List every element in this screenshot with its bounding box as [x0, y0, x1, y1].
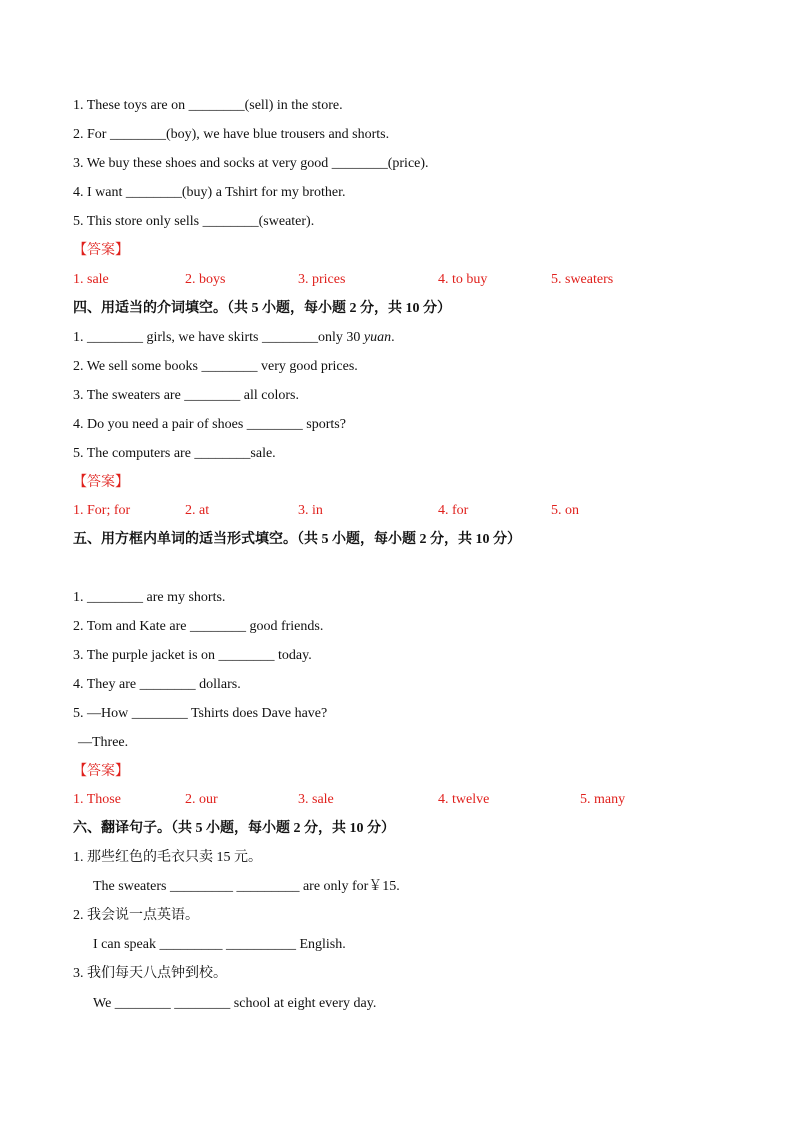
answer-item: 5. on [551, 503, 579, 518]
exercise-item: 3. 我们每天八点钟到校。 [73, 966, 227, 981]
exercise-item: 1. ________ are my shorts. [73, 590, 226, 605]
answer-label: 【答案】 [73, 243, 129, 258]
exercise-item: 4. Do you need a pair of shoes ________ sports? [73, 417, 346, 432]
exercise-item: 2. We sell some books ________ very good prices. [73, 359, 358, 374]
answer-item: 4. to buy [438, 272, 488, 287]
item-text: . [391, 330, 395, 345]
answer-item: 3. in [298, 503, 323, 518]
answer-label: 【答案】 [73, 764, 129, 779]
exercise-item: 1. 那些红色的毛衣只卖 15 元。 [73, 850, 262, 865]
answer-item: 4. twelve [438, 792, 490, 807]
exercise-item: 4. I want ________(buy) a Tshirt for my brother. [73, 185, 346, 200]
exercise-item: 5. The computers are ________sale. [73, 446, 276, 461]
exercise-item: 1. These toys are on ________(sell) in the store. [73, 98, 343, 113]
answer-item: 2. at [185, 503, 210, 518]
section-heading: 六、翻译句子。（共 5 小题，每小题 2 分，共 10 分） [73, 821, 395, 836]
exercise-item [73, 329, 395, 347]
answer-label: 【答案】 [73, 475, 129, 490]
answer-item: 1. sale [73, 272, 109, 287]
answer-item: 2. our [185, 792, 218, 807]
exercise-item: 2. For ________(boy), we have blue trousers and shorts. [73, 127, 390, 142]
exercise-item: 3. The sweaters are ________ all colors. [73, 388, 300, 403]
exercise-item: 5. —How ________ Tshirts does Dave have? [73, 706, 328, 721]
exercise-item: I can speak _________ __________ English. [93, 937, 346, 952]
exercise-item: 5. This store only sells ________(sweater). [73, 214, 315, 229]
exercise-item: 4. They are ________ dollars. [73, 677, 241, 692]
answer-item: 3. prices [298, 272, 346, 287]
answer-item: 1. Those [73, 792, 121, 807]
exercise-item: We ________ ________ school at eight every day. [93, 996, 377, 1011]
exercise-item: —Three. [78, 735, 129, 750]
section-heading: 四、用适当的介词填空。（共 5 小题，每小题 2 分，共 10 分） [73, 301, 451, 316]
exercise-item: 2. Tom and Kate are ________ good friends. [73, 619, 324, 634]
exercise-item: 3. The purple jacket is on ________ today. [73, 648, 312, 663]
answer-item: 2. boys [185, 272, 226, 287]
item-text: 1. ________ girls, we have skirts ________only 30 [73, 330, 364, 345]
exercise-item: 2. 我会说一点英语。 [73, 908, 199, 923]
answer-item: 1. For; for [73, 503, 131, 518]
answer-item: 3. sale [298, 792, 334, 807]
answer-item: 5. sweaters [551, 272, 614, 287]
answer-item: 5. many [580, 792, 626, 807]
answer-item: 4. for [438, 503, 469, 518]
italic-word: yuan [363, 330, 392, 345]
exercise-item: 3. We buy these shoes and socks at very good ________(price). [73, 156, 429, 171]
section-heading: 五、用方框内单词的适当形式填空。（共 5 小题，每小题 2 分，共 10 分） [73, 532, 521, 547]
exercise-item: The sweaters _________ _________ are only for￥15. [93, 879, 400, 894]
